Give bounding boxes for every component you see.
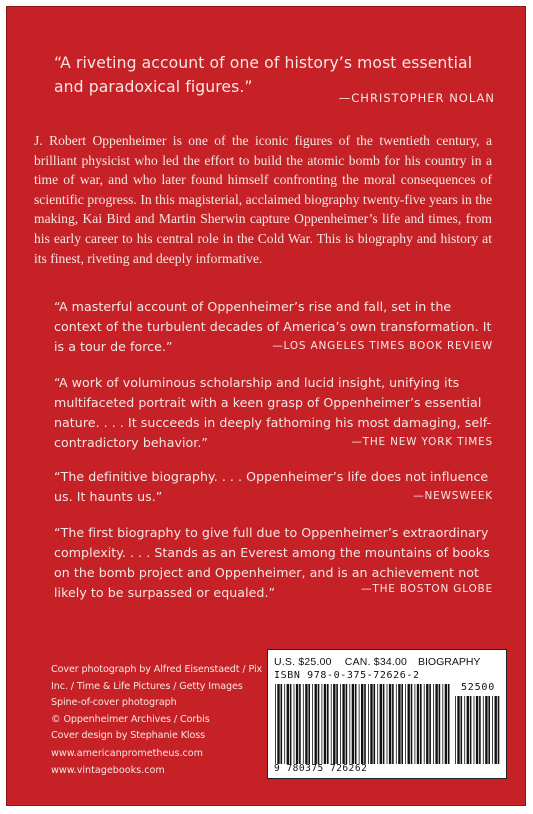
barcode-bar (340, 684, 341, 764)
website-url: www.americanprometheus.com (51, 748, 203, 759)
barcode-bar (333, 684, 335, 764)
lead-quote: “A riveting account of one of history’s most essential and paradoxical figures.” (54, 54, 473, 96)
barcode-bar (420, 684, 422, 764)
barcode-bar (364, 684, 366, 764)
barcode-bar (461, 696, 463, 764)
barcode-bar (448, 684, 450, 764)
barcode-bar (389, 684, 391, 764)
website-url: www.vintagebooks.com (51, 764, 165, 776)
barcode-digits: 9 780375 726262 (274, 763, 368, 774)
addon-barcode-bars (454, 696, 502, 764)
barcode-bar (495, 696, 497, 764)
ean-barcode-bars (274, 684, 450, 764)
barcode-bar (303, 684, 304, 764)
barcode-bar (383, 684, 385, 764)
book-description: J. Robert Oppenheimer is one of the iconic figures of the twentieth century, a brilliant physicist who led the effort to build the atomic bomb for his country in a time of war, and who later found himself confronting the moral consequences of scientific progress. In this magisterial, acclaimed biography twenty-five years in the making, Kai Bird and Martin Sherwin capture Oppenheimer’s life and times, from his early career to his central role in the Cold War. This is biography and history at its finest, riveting and deeply informative. (34, 133, 492, 266)
credit-line: Spine-of-cover photograph (51, 697, 177, 708)
barcode-bar (284, 684, 285, 764)
review-attribution-bostonglobe: —THE BOSTON GLOBE (361, 583, 493, 595)
barcode-bar (470, 696, 472, 764)
barcode-bar (435, 684, 437, 764)
barcode-bar (352, 684, 354, 764)
barcode-bar (349, 684, 350, 764)
barcode-bar (405, 684, 406, 764)
barcode-bar (324, 684, 326, 764)
credit-line: Inc. / Time & Life Pictures / Getty Images (51, 680, 243, 692)
barcode-bar (415, 684, 416, 764)
barcode-bar (342, 684, 344, 764)
barcode-bar (287, 684, 289, 764)
barcode-bar (322, 684, 323, 764)
review-quote-latimes: “A masterful account of Oppenheimer’s rise and fall, set in the context of the turbulent decades of America’s own transformation. It is a tour de force.” (54, 299, 492, 354)
review-attribution-latimes: —LOS ANGELES TIMES BOOK REVIEW (272, 340, 493, 352)
barcode-label (267, 649, 507, 779)
barcode-bar (361, 684, 363, 764)
barcode-bar (290, 684, 292, 764)
barcode-bar (377, 684, 378, 764)
barcode-bar (374, 684, 376, 764)
barcode-bar (327, 684, 329, 764)
barcode-bar (417, 684, 419, 764)
barcode-bar (299, 684, 301, 764)
review-quote-nytimes: “A work of voluminous scholarship and lucid insight, unifying its multifaceted portrait with a keen grasp of Oppenheimer’s essential nature. . . . It succeeds in deeply fathoming his most damaging, self-contradictory behavior.” (54, 375, 492, 450)
barcode-bar (464, 696, 465, 764)
price-row (274, 656, 417, 668)
barcode-bar (368, 684, 369, 764)
barcode-bar (396, 684, 397, 764)
barcode-bar (408, 684, 410, 764)
credit-line: © Oppenheimer Archives / Corbis (51, 713, 210, 725)
barcode-bar (426, 684, 428, 764)
barcode-bar (401, 684, 403, 764)
barcode-bar (387, 684, 388, 764)
barcode-bar (315, 684, 317, 764)
barcode-bar (275, 684, 276, 764)
credit-line: Cover design by Stephanie Kloss (51, 730, 206, 741)
price-us: U.S. $25.00 (274, 656, 332, 668)
barcode-bar (445, 684, 447, 764)
review-attribution-newsweek: —NEWSWEEK (413, 490, 493, 502)
price-can: CAN. $34.00 (344, 656, 408, 668)
website-links (51, 746, 266, 779)
photo-credits (51, 662, 266, 745)
barcode-bar (455, 696, 456, 764)
barcode-bar (392, 684, 394, 764)
barcode-bar (424, 684, 425, 764)
barcode-bar (476, 696, 478, 764)
barcode-bar (488, 696, 490, 764)
barcode-bar (474, 696, 475, 764)
barcode-bar (312, 684, 313, 764)
barcode-bar (492, 696, 493, 764)
credit-line: Cover photograph by Alfred Eisenstaedt / Pix (51, 664, 263, 675)
review-quote-bostonglobe: “The first biography to give full due to Oppenheimer’s extraordinary complexity. . . . Stands as an Everest among the mountains of books on the bomb project and Oppenheimer, and is an achievement not likely to be surpassed or equaled.” (54, 525, 490, 600)
review-attribution-nytimes: —THE NEW YORK TIMES (351, 436, 493, 448)
barcode-bar (318, 684, 320, 764)
barcode-bar (485, 696, 487, 764)
barcode-bar (294, 684, 295, 764)
barcode-bar (442, 684, 443, 764)
book-back-cover (6, 6, 526, 806)
barcode-bar (398, 684, 400, 764)
barcode-bar (429, 684, 431, 764)
lead-quote-attribution: —CHRISTOPHER NOLAN (338, 91, 495, 105)
barcode-bar (359, 684, 360, 764)
review-quote-newsweek: “The definitive biography. . . . Oppenheimer’s life does not influence us. It haunts us.” (54, 469, 489, 504)
barcode-bar (346, 684, 348, 764)
barcode-bar (336, 684, 338, 764)
barcode-bar (331, 684, 332, 764)
barcode-bar (308, 684, 310, 764)
book-category: BIOGRAPHY (418, 656, 481, 668)
cover-content (7, 7, 525, 805)
barcode-bar (498, 696, 500, 764)
barcode-bar (457, 696, 459, 764)
barcode-bar (433, 684, 434, 764)
barcode-bar (355, 684, 357, 764)
barcode-bar (380, 684, 382, 764)
barcode-bar (281, 684, 283, 764)
barcode-bar (296, 684, 298, 764)
barcode-bar (479, 696, 481, 764)
barcode-bar (439, 684, 441, 764)
barcode-bar (411, 684, 413, 764)
price-addon-number: 52500 (460, 682, 496, 693)
isbn-number: ISBN 978-0-375-72626-2 (274, 670, 420, 681)
barcode-bar (467, 696, 469, 764)
barcode-bar (305, 684, 307, 764)
barcode-bar (483, 696, 484, 764)
barcode-bar (277, 684, 279, 764)
barcode-bar (370, 684, 372, 764)
